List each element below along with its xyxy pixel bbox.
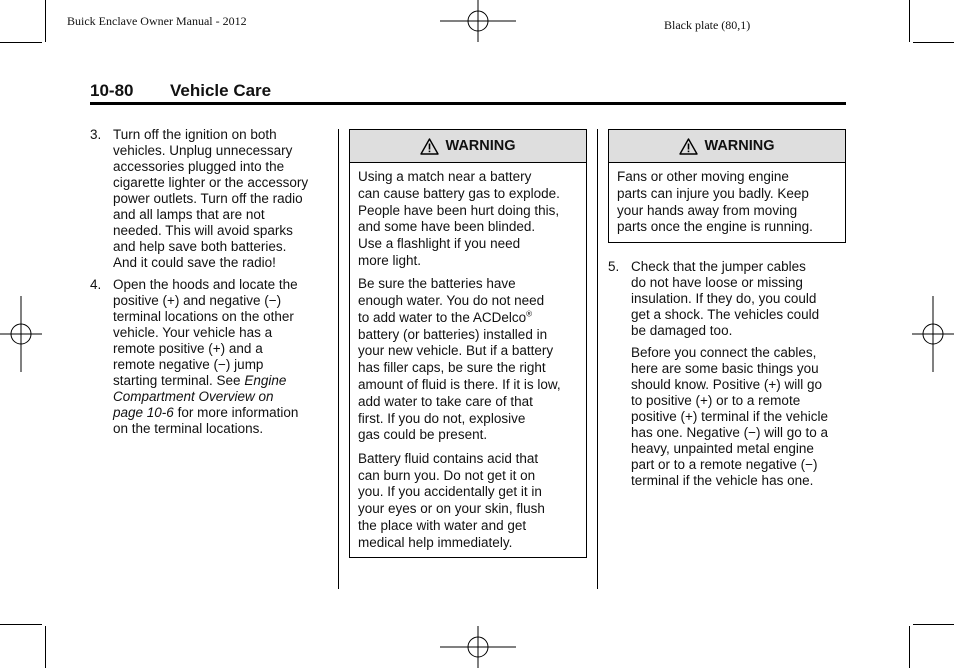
text-line: battery (or batteries) installed in	[358, 326, 548, 342]
registration-mark-top-icon	[440, 0, 516, 42]
text-line: get a shock. The vehicles could	[631, 307, 820, 322]
crop-mark-br-h	[913, 624, 954, 625]
warning-paragraph	[358, 451, 578, 552]
text-line: Using a match near a battery	[358, 169, 532, 184]
plate-label: Black plate (80,1)	[664, 18, 751, 32]
page-title	[90, 81, 271, 101]
registered-mark: ®	[526, 309, 533, 319]
text-line: gas could be present.	[358, 427, 488, 443]
step-text	[113, 277, 338, 437]
text-line: Fans or other moving engine	[617, 169, 789, 184]
registration-mark-right-icon	[912, 296, 954, 372]
warning-header	[609, 130, 845, 163]
text-line: and all lamps that are not	[113, 207, 265, 222]
warning-triangle-icon	[679, 138, 698, 155]
text-line: remote positive (+) and a	[113, 341, 263, 356]
step-text	[631, 259, 849, 489]
text-line	[113, 389, 338, 405]
text-line: and some have been blinded.	[358, 219, 536, 235]
text-line: medical help immediately.	[358, 534, 513, 550]
text-line: terminal locations on the other	[113, 309, 294, 324]
text-line: to positive (+) or to a remote	[631, 393, 801, 408]
warning-header	[350, 130, 586, 163]
text-line	[113, 373, 338, 389]
text-line: Before you connect the cables,	[631, 345, 817, 360]
column-divider-1	[338, 129, 339, 589]
text-run: starting terminal. See	[113, 373, 245, 388]
text-line: remote negative (−) jump	[113, 357, 264, 372]
registration-mark-bottom-icon	[440, 626, 516, 668]
warning-body	[609, 163, 845, 236]
text-line: Use a flashlight if you need	[358, 236, 521, 252]
text-line: part or to a remote negative (−)	[631, 457, 818, 472]
text-line: has one. Negative (−) will go to a	[631, 425, 828, 440]
title-rule	[90, 102, 846, 105]
warning-body	[350, 163, 586, 552]
crop-mark-tl-h	[0, 42, 42, 43]
section-title: Vehicle Care	[170, 81, 272, 100]
text-line: do not have loose or missing	[631, 275, 803, 290]
crop-mark-bl-v	[45, 626, 46, 668]
text-line: to add water to the ACDelco	[358, 309, 527, 325]
text-line: more light.	[358, 252, 422, 268]
warning-triangle-icon	[420, 138, 439, 155]
text-line: on the terminal locations.	[113, 421, 264, 436]
text-line: your new vehicle. But if a battery	[358, 343, 554, 359]
text-line: should know. Positive (+) will go	[631, 377, 822, 392]
warning-label: WARNING	[704, 138, 775, 154]
page-number: 10-80	[90, 81, 134, 100]
warning-paragraph	[617, 169, 837, 236]
crop-mark-tl-v	[45, 0, 46, 42]
text-line: your eyes or on your skin, flush	[358, 501, 545, 517]
text-line: Battery fluid contains acid that	[358, 450, 539, 466]
step-number: 3.	[90, 127, 102, 142]
step-number: 4.	[90, 277, 102, 292]
text-run: for more information	[173, 405, 299, 420]
warning-label: WARNING	[445, 138, 516, 154]
text-line: heavy, unpainted metal engine	[631, 441, 814, 456]
text-line: be damaged too.	[631, 323, 733, 338]
text-line: has filler caps, be sure the right	[358, 360, 546, 376]
text-line: amount of fluid is there. If it is low,	[358, 377, 561, 393]
text-line: positive (+) terminal if the vehicle	[631, 409, 828, 424]
text-line: can burn you. Do not get it on	[358, 467, 536, 483]
text-line: you. If you accidentally get it in	[358, 484, 542, 500]
text-line: and help save both batteries.	[113, 239, 287, 254]
step-text	[113, 127, 338, 271]
text-line: positive (+) and negative (−)	[113, 293, 282, 308]
crop-mark-br-v	[909, 626, 910, 668]
text-line: vehicle. Your vehicle has a	[113, 325, 273, 340]
text-line: accessories plugged into the	[113, 159, 285, 174]
manual-title: Buick Enclave Owner Manual - 2012	[67, 14, 247, 28]
text-line: first. If you do not, explosive	[358, 410, 526, 426]
warning-paragraph	[358, 169, 578, 270]
cross-reference-link[interactable]: Engine	[244, 373, 287, 388]
text-line: power outlets. Turn off the radio	[113, 191, 303, 206]
text-line: Open the hoods and locate the	[113, 277, 298, 292]
text-line: cigarette lighter or the accessory	[113, 175, 309, 190]
text-line: parts can injure you badly. Keep	[617, 185, 809, 201]
text-line: here are some basic things you	[631, 361, 819, 376]
registration-mark-left-icon	[0, 296, 42, 372]
warning-paragraph	[358, 276, 578, 444]
warning-box-fans	[608, 129, 846, 243]
warning-box-battery	[349, 129, 587, 558]
text-line: add water to take care of that	[358, 393, 533, 409]
crop-mark-tr-v	[909, 0, 910, 42]
text-line: your hands away from moving	[617, 202, 798, 218]
text-line: People have been hurt doing this,	[358, 202, 560, 218]
text-line: vehicles. Unplug unnecessary	[113, 143, 293, 158]
text-line: enough water. You do not need	[358, 293, 545, 309]
crop-mark-bl-h	[0, 624, 42, 625]
text-line: terminal if the vehicle has one.	[631, 473, 814, 488]
text-line	[113, 405, 338, 421]
text-line: needed. This will avoid sparks	[113, 223, 293, 238]
text-line: Turn off the ignition on both	[113, 127, 277, 142]
cross-reference-link[interactable]: Compartment Overview on	[113, 389, 274, 404]
text-line: can cause battery gas to explode.	[358, 185, 560, 201]
step-number: 5.	[608, 259, 620, 274]
text-line: insulation. If they do, you could	[631, 291, 817, 306]
cross-reference-link[interactable]: page 10-6	[113, 405, 174, 420]
step-paragraph	[631, 345, 849, 489]
column-divider-2	[597, 129, 598, 589]
text-line: Be sure the batteries have	[358, 276, 516, 292]
crop-mark-tr-h	[913, 42, 954, 43]
text-line: parts once the engine is running.	[617, 219, 813, 235]
text-line: the place with water and get	[358, 517, 527, 533]
text-line: Check that the jumper cables	[631, 259, 806, 274]
text-line: And it could save the radio!	[113, 255, 276, 270]
